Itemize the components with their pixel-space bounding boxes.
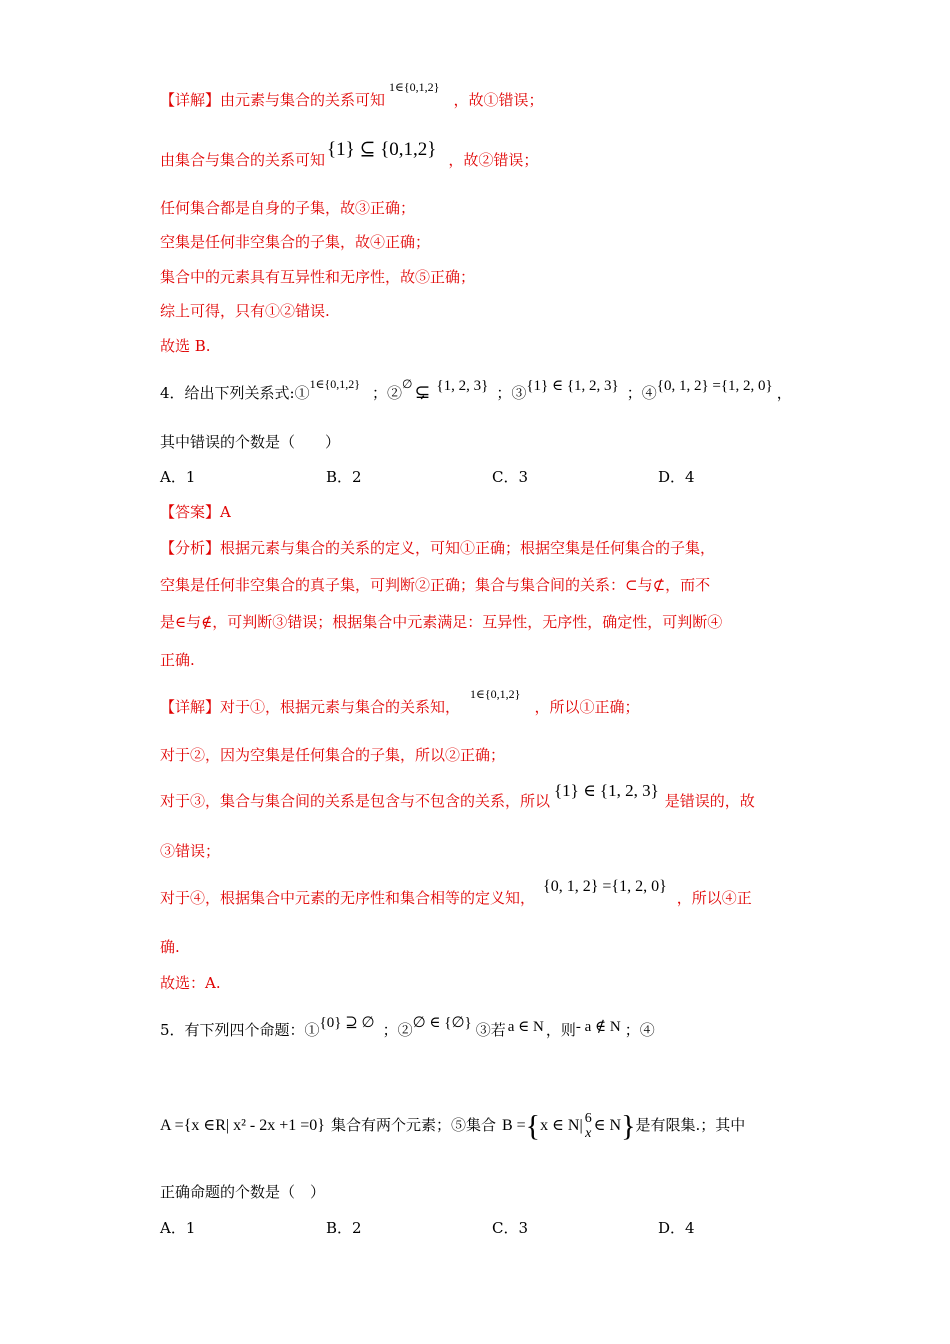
set-a-tail: 集合有两个元素；⑤集合 (330, 1116, 496, 1134)
q5-sep-2: ；② (382, 1021, 413, 1039)
question-4-stem (160, 377, 792, 404)
fraction-numerator: 6 (584, 1111, 592, 1127)
set-b-definition (501, 1109, 636, 1143)
answer-value: A (220, 503, 231, 521)
q4-end: ， (776, 384, 792, 402)
question-5-line-3: 正确命题的个数是（ ） (160, 1183, 326, 1201)
set-b-lhs: B = (501, 1117, 526, 1134)
detail-line-2 (160, 139, 539, 170)
detail-text: 由元素与集合的关系可知 (220, 91, 386, 109)
q4-prefix: 4．给出下列关系式:① (160, 384, 310, 402)
q5-sep-3: ③若 (475, 1021, 506, 1039)
answer-line (160, 502, 231, 522)
answer-tag: 【答案】 (160, 503, 221, 521)
option-d: D．4 (658, 1219, 695, 1237)
q4-math-2c: {1, 2, 3} (436, 378, 489, 394)
detail-tail: ，所以①正确； (534, 698, 640, 716)
q4-detail-line-4 (160, 878, 752, 909)
detail-tail: ，所以④正 (676, 889, 752, 907)
option-b: B．2 (326, 1219, 362, 1237)
option-a: A．1 (160, 1219, 196, 1237)
q5-math-3a: a ∈ N (507, 1019, 544, 1035)
set-a-definition: A ={x ∈R| x² - 2x +1 =0} (160, 1117, 325, 1134)
detail-text: 由集合与集合的关系可知 (160, 151, 326, 169)
math-membership: 1∈{0,1,2} (389, 80, 440, 94)
math-equality: {0, 1, 2} ={1, 2, 0} (543, 878, 667, 895)
detail-tail: 是错误的，故 (664, 792, 755, 810)
q4-detail-line-4b: 确. (160, 938, 180, 956)
analysis-line-4: 正确. (160, 651, 195, 669)
q4-detail-line-2: 对于②，因为空集是任何集合的子集，所以②正确； (160, 746, 506, 764)
detail-line-6: 综上可得，只有①②错误. (160, 302, 330, 320)
q4-sep-4: ；④ (626, 384, 657, 402)
q4-math-2b: ⊊ (414, 382, 431, 403)
q5-math-2: ∅ ∈ {∅} (412, 1015, 472, 1031)
choose-line: 故选：A. (160, 974, 221, 992)
detail-line-3: 任何集合都是自身的子集，故③正确； (160, 199, 416, 217)
question-5-line-2 (160, 1108, 745, 1143)
analysis-line-1 (160, 538, 715, 558)
q5-sep-3b: ，则 (545, 1021, 576, 1039)
detail-text: 对于③，集合与集合间的关系是包含与不包含的关系，所以 (160, 792, 551, 810)
set-b-tail: ∈ N (593, 1117, 622, 1134)
detail-text: 对于④，根据集合中元素的无序性和集合相等的定义知， (160, 889, 536, 907)
option-c: C．3 (492, 468, 529, 486)
question-5-options (160, 1218, 824, 1238)
q4-math-2a: ∅ (402, 377, 413, 391)
option-b: B．2 (326, 468, 362, 486)
q5-prefix: 5．有下列四个命题：① (160, 1021, 320, 1039)
analysis-text: 根据元素与集合的关系的定义，可知①正确；根据空集是任何集合的子集， (220, 539, 716, 557)
question-4-options (160, 467, 824, 487)
math-membership: 1∈{0,1,2} (470, 687, 521, 701)
detail-tail: ，故①错误； (453, 91, 544, 109)
fraction-denominator: x (585, 1126, 592, 1142)
detail-line-7: 故选 B. (160, 337, 211, 355)
q4-sep-2: ；② (372, 384, 403, 402)
detail-line-5: 集合中的元素具有互异性和无序性，故⑤正确； (160, 268, 476, 286)
left-brace: { (525, 1109, 541, 1143)
q5-math-3b: - a ∉ N (575, 1019, 621, 1035)
option-a: A．1 (160, 468, 196, 486)
set-b-var: x ∈ N| (540, 1117, 583, 1134)
detail-tail: ，故②错误； (448, 151, 539, 169)
detail-text: 对于①，根据元素与集合的关系知， (220, 698, 461, 716)
question-4-line-2: 其中错误的个数是（ ） (160, 433, 341, 451)
q4-math-4: {0, 1, 2} ={1, 2, 0} (656, 378, 773, 394)
right-brace: } (621, 1109, 636, 1143)
analysis-line-3: 是∈与∉，可判断③错误；根据集合中元素满足：互异性，无序性，确定性，可判断④ (160, 613, 723, 631)
detail-tag: 【详解】 (160, 91, 221, 109)
q5-sep-4: ；④ (624, 1021, 655, 1039)
detail-line-4: 空集是任何非空集合的子集，故④正确； (160, 233, 431, 251)
detail-tag: 【详解】 (160, 698, 221, 716)
q4-math-3: {1} ∈ {1, 2, 3} (526, 378, 619, 394)
q4-math-1: 1∈{0,1,2} (309, 377, 361, 391)
q4-detail-line-3b: ③错误； (160, 842, 221, 860)
option-d: D．4 (658, 468, 695, 486)
q4-sep-3: ；③ (496, 384, 527, 402)
analysis-tag: 【分析】 (160, 539, 221, 557)
q4-detail-line-3 (160, 781, 755, 811)
q5-math-1: {0} ⊇ ∅ (319, 1015, 375, 1031)
fraction (585, 1111, 592, 1141)
math-element: {1} ∈ {1, 2, 3} (554, 781, 659, 800)
analysis-line-2: 空集是任何非空集合的真子集，可判断②正确；集合与集合间的关系：⊂与⊄，而不 (160, 576, 711, 594)
option-c: C．3 (492, 1219, 529, 1237)
math-subset: {1} ⊆ {0,1,2} (327, 139, 437, 160)
question-5-stem (160, 1015, 655, 1041)
set-b-after: 是有限集.；其中 (635, 1116, 746, 1134)
